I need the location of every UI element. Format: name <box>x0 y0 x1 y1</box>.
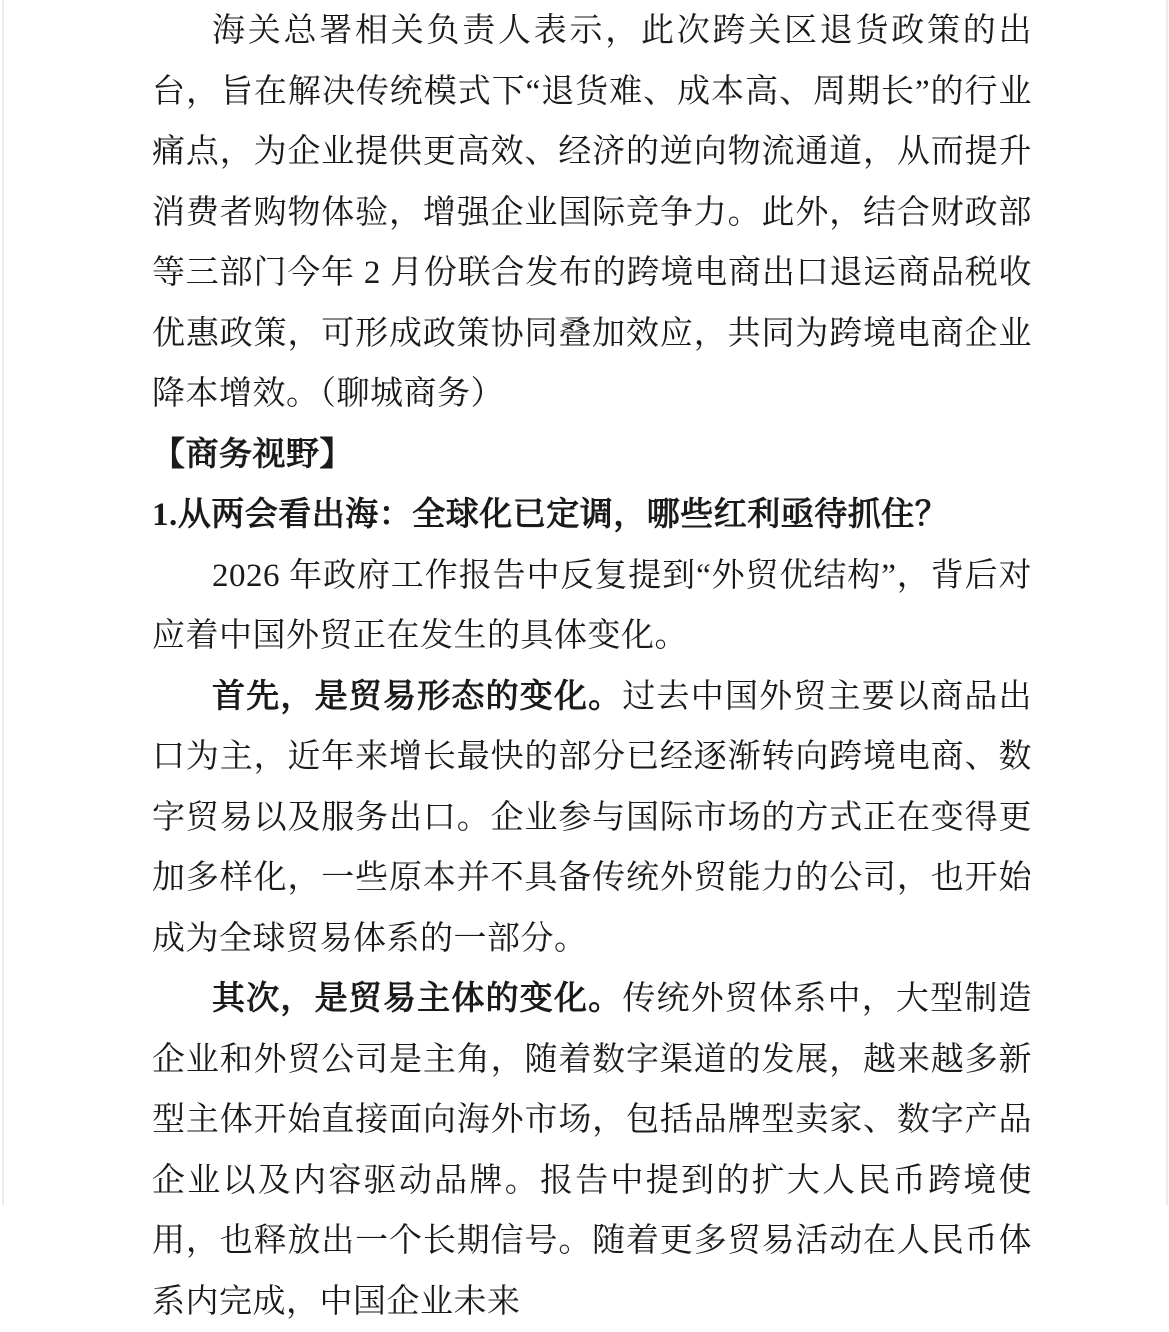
paragraph-report-intro <box>152 546 1032 667</box>
section-heading-business-vision <box>152 425 1032 486</box>
paragraph-trade-form-change <box>152 667 1032 970</box>
paragraph-trade-subject-change <box>152 969 1032 1332</box>
paragraph-trade-subject-body: 传统外贸体系中，大型制造企业和外贸公司是主角，随着数字渠道的发展，越来越多新型主体开始直接面向海外市场，包括品牌型卖家、数字产品企业以及内容驱动品牌。报告中提到的扩大人民币跨境使用，也释放出一个长期信号。随着更多贸易活动在人民币体系内完成，中国企业未来 <box>152 981 1033 1320</box>
paragraph-trade-form-lead: 首先，是贸易形态的变化。 <box>212 678 623 715</box>
paragraph-trade-subject-lead: 其次，是贸易主体的变化。 <box>212 981 623 1017</box>
article-heading-text: 1.从两会看出海：全球化已定调，哪些红利亟待抓住？ <box>152 497 949 533</box>
paragraph-customs-policy <box>152 1 1032 425</box>
section-heading-text: 【商务视野】 <box>152 436 353 473</box>
page-right-edge <box>1166 0 1168 1205</box>
paragraph-report-intro-text: 2026 年政府工作报告中反复提到“外贸优结构”，背后对应着中国外贸正在发生的具体变化。 <box>152 557 1032 654</box>
page-left-edge <box>2 0 4 1205</box>
article-heading-going-global <box>152 485 1032 546</box>
paragraph-trade-form-body: 过去中国外贸主要以商品出口为主，近年来增长最快的部分已经逐渐转向跨境电商、数字贸易以及服务出口。企业参与国际市场的方式正在变得更加多样化，一些原本并不具备传统外贸能力的公司，也开始成为全球贸易体系的一部分。 <box>152 678 1033 957</box>
paragraph-customs-policy-text: 海关总署相关负责人表示，此次跨关区退货政策的出台，旨在解决传统模式下“退货难、成本高、周期长”的行业痛点，为企业提供更高效、经济的逆向物流通道，从而提升消费者购物体验，增强企业国际竞争力。此外，结合财政部等三部门今年 2 月份联合发布的跨境电商出口退运商品税收优惠政策，可形成政策协同叠加效应，共同为跨境电商企业降本增效。（聊城商务） <box>152 13 1032 412</box>
